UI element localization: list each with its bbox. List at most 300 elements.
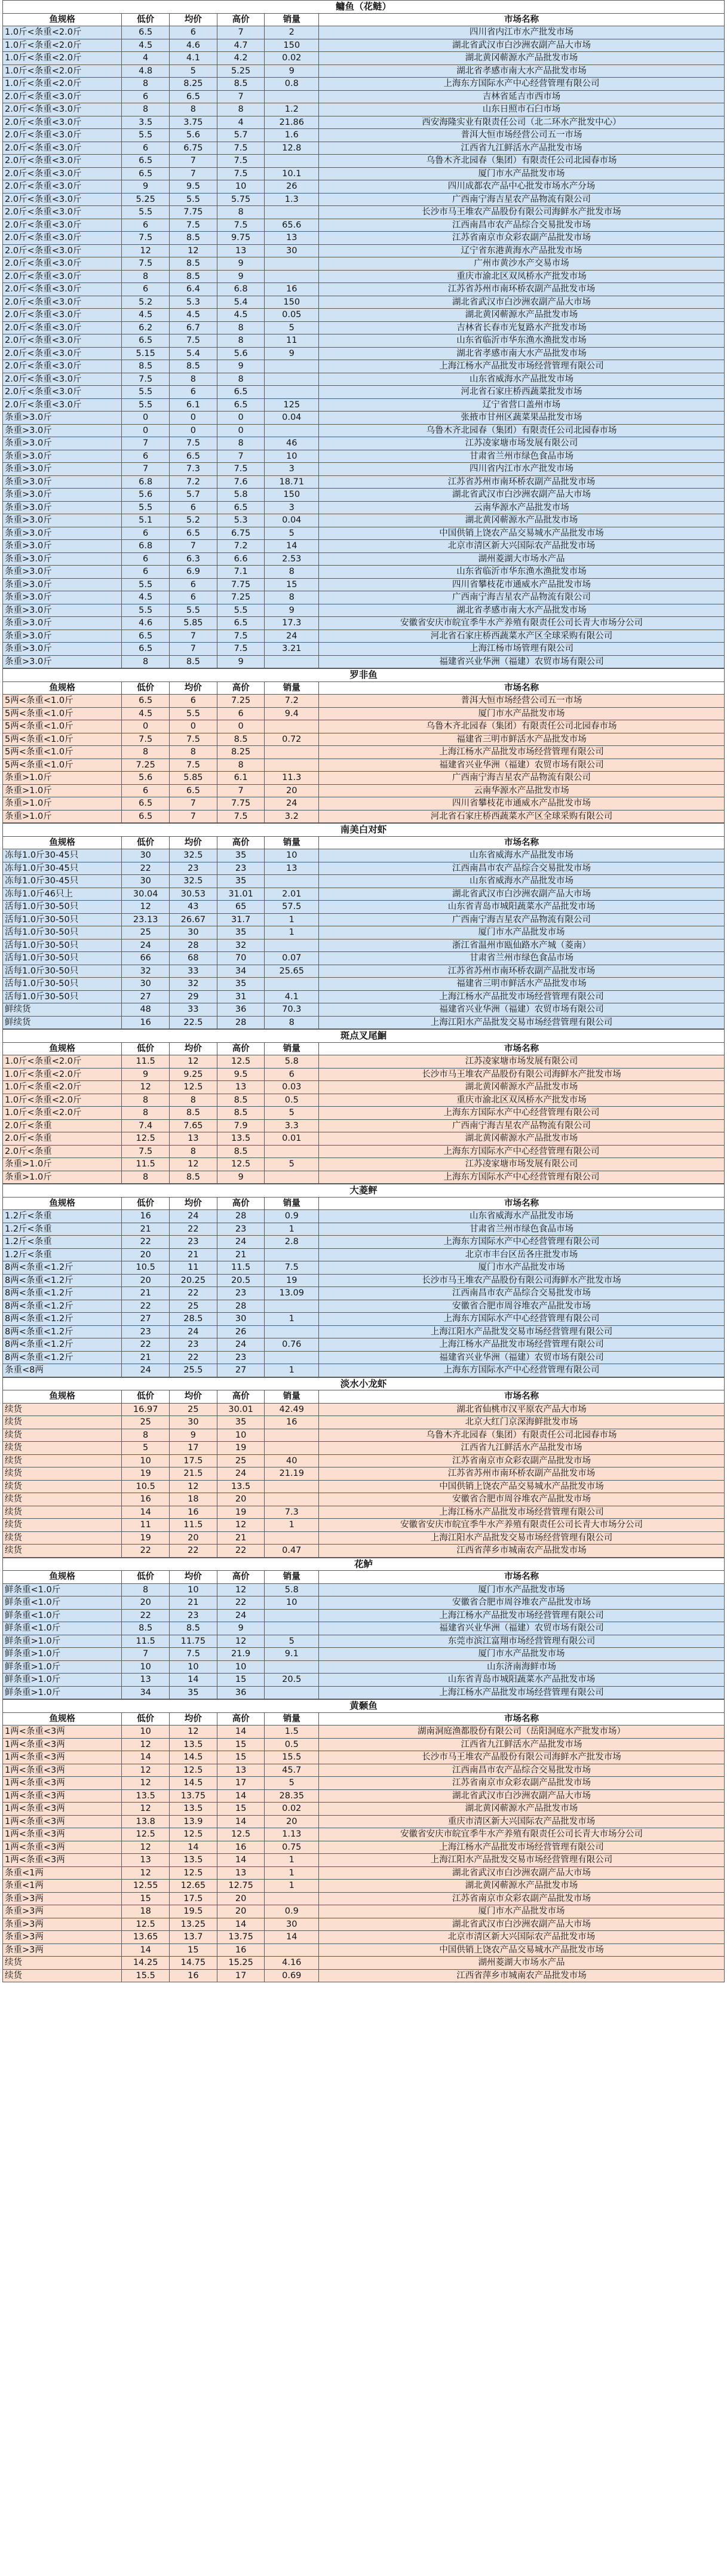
column-header-spec: 鱼规格 [3, 681, 122, 695]
cell-vol: 17.3 [265, 617, 319, 630]
table-row [3, 926, 725, 939]
cell-vol [265, 1300, 319, 1313]
table-row [3, 1918, 725, 1931]
table-row [3, 630, 725, 643]
cell-spec: 条重<1两 [3, 1866, 122, 1880]
cell-high: 7.2 [217, 540, 265, 553]
cell-high: 7.25 [217, 695, 265, 708]
cell-low: 24 [122, 1364, 170, 1377]
cell-high: 5.6 [217, 347, 265, 360]
cell-avg: 7.5 [170, 334, 217, 348]
cell-spec: 续货 [3, 1429, 122, 1442]
cell-vol: 40 [265, 1454, 319, 1467]
column-header-vol: 销量 [265, 1390, 319, 1404]
cell-market: 中国供销上饶农产品交易城水产品批发市场 [319, 1943, 725, 1957]
cell-low: 4.5 [122, 309, 170, 322]
cell-market: 山东省青岛市城阳蔬菜水产品批发市场 [319, 1674, 725, 1687]
cell-vol: 2 [265, 26, 319, 39]
column-header-market: 市场名称 [319, 1571, 725, 1584]
column-header-low: 低价 [122, 681, 170, 695]
table-row [3, 1892, 725, 1905]
cell-high: 14 [217, 1725, 265, 1739]
cell-market: 广西南宁海吉星农产品物流有限公司 [319, 913, 725, 926]
column-header-high: 高价 [217, 1390, 265, 1404]
cell-high: 13.5 [217, 1480, 265, 1493]
cell-high: 4.7 [217, 39, 265, 52]
cell-low: 19 [122, 1531, 170, 1545]
cell-vol: 4.1 [265, 990, 319, 1003]
cell-avg: 8.5 [170, 1622, 217, 1635]
cell-avg: 22.5 [170, 1016, 217, 1029]
cell-low: 6 [122, 450, 170, 463]
cell-avg: 0 [170, 720, 217, 733]
cell-spec: 2.0斤<条重<3.0斤 [3, 347, 122, 360]
column-header-high: 高价 [217, 1571, 265, 1584]
column-header-spec: 鱼规格 [3, 1712, 122, 1725]
cell-market: 湖北省武汉市白沙洲农副产品大市场 [319, 489, 725, 502]
cell-market: 江苏凌家塘市场发展有限公司 [319, 1055, 725, 1069]
cell-market: 乌鲁木齐北园春（集团）有限责任公司北园春市场 [319, 720, 725, 733]
cell-low: 14.25 [122, 1957, 170, 1970]
cell-market: 福建省兴业华洲（福建）农贸市场有限公司 [319, 1003, 725, 1017]
cell-high: 5.3 [217, 514, 265, 527]
cell-vol: 1 [265, 926, 319, 939]
cell-avg: 6 [170, 578, 217, 591]
cell-spec: 5两<条重<1.0斤 [3, 707, 122, 720]
cell-vol: 5 [265, 1777, 319, 1790]
cell-spec: 续货 [3, 1969, 122, 1982]
table-row [3, 52, 725, 65]
cell-vol: 24 [265, 630, 319, 643]
cell-vol: 8 [265, 1016, 319, 1029]
cell-vol [265, 1609, 319, 1622]
cell-spec: 2.0斤<条重<3.0斤 [3, 334, 122, 348]
column-header-market: 市场名称 [319, 1712, 725, 1725]
column-header-vol: 销量 [265, 836, 319, 849]
cell-market: 江西省萍乡市城南农产品批发市场 [319, 1969, 725, 1982]
column-header-spec: 鱼规格 [3, 13, 122, 26]
cell-high: 17 [217, 1777, 265, 1790]
cell-avg: 6 [170, 501, 217, 514]
cell-vol: 10 [265, 450, 319, 463]
cell-market: 厦门市水产品批发市场 [319, 167, 725, 180]
cell-low: 22 [122, 1236, 170, 1249]
cell-vol: 65.6 [265, 219, 319, 232]
cell-low: 12.5 [122, 1132, 170, 1146]
cell-vol: 0.8 [265, 78, 319, 91]
cell-market: 四川省内江市水产批发市场 [319, 463, 725, 476]
cell-vol: 0.47 [265, 1545, 319, 1558]
cell-high: 13 [217, 1081, 265, 1094]
cell-vol: 5.8 [265, 1055, 319, 1069]
table-row [3, 1803, 725, 1816]
cell-market: 广西南宁海吉星农产品物流有限公司 [319, 1119, 725, 1132]
cell-market: 江苏省南京市众彩农副产品批发市场 [319, 232, 725, 245]
cell-high: 25 [217, 1454, 265, 1467]
cell-avg: 22 [170, 1351, 217, 1364]
table-row [3, 604, 725, 617]
cell-market: 安徽省合肥市周谷堆农产品批发市场 [319, 1596, 725, 1610]
cell-high: 17 [217, 1969, 265, 1982]
cell-vol: 3.3 [265, 1119, 319, 1132]
cell-low: 32 [122, 965, 170, 978]
cell-market: 山东省临沂市华东渔水渔批发市场 [319, 334, 725, 348]
cell-spec: 鲜条重>1.0斤 [3, 1648, 122, 1661]
cell-avg: 19.5 [170, 1905, 217, 1918]
column-header-low: 低价 [122, 1197, 170, 1210]
cell-low: 10.5 [122, 1480, 170, 1493]
cell-avg: 17.5 [170, 1454, 217, 1467]
cell-avg: 8.25 [170, 78, 217, 91]
cell-market: 北京市清区新大兴国际农产品批发市场 [319, 1931, 725, 1944]
cell-vol: 7.2 [265, 695, 319, 708]
section-title: 罗非鱼 [3, 669, 725, 682]
column-header-spec: 鱼规格 [3, 1042, 122, 1055]
table-row [3, 978, 725, 991]
cell-high: 15 [217, 1674, 265, 1687]
cell-avg: 5.85 [170, 772, 217, 785]
table-row [3, 334, 725, 348]
cell-market: 上海江杨水产品批发市场经营管理有限公司 [319, 1841, 725, 1854]
cell-avg: 21 [170, 1596, 217, 1610]
cell-spec: 1两<条重<3两 [3, 1854, 122, 1867]
section-title: 鳙鱼（花鲢） [3, 1, 725, 14]
cell-spec: 1.2斤<条重 [3, 1223, 122, 1236]
cell-market: 上海江杨水产品批发市场经营管理有限公司 [319, 746, 725, 759]
cell-spec: 1两<条重<3两 [3, 1751, 122, 1764]
cell-spec: 2.0斤<条重<3.0斤 [3, 206, 122, 219]
cell-spec: 条重>3.0斤 [3, 552, 122, 566]
cell-low: 12.55 [122, 1880, 170, 1893]
cell-vol [265, 746, 319, 759]
cell-low: 4.5 [122, 707, 170, 720]
cell-spec: 5两<条重<1.0斤 [3, 695, 122, 708]
table-row [3, 424, 725, 437]
column-header-low: 低价 [122, 1390, 170, 1404]
table-row [3, 1248, 725, 1261]
cell-low: 12 [122, 1764, 170, 1777]
cell-high: 5.8 [217, 489, 265, 502]
cell-market: 江苏省苏州市南环桥农副产品批发市场 [319, 475, 725, 489]
cell-low: 48 [122, 1003, 170, 1017]
cell-market: 安徽省合肥市周谷堆农产品批发市场 [319, 1300, 725, 1313]
table-row [3, 1531, 725, 1545]
cell-market: 广西南宁海吉星农产品物流有限公司 [319, 193, 725, 206]
cell-low: 10 [122, 1660, 170, 1674]
cell-high: 21 [217, 1531, 265, 1545]
cell-market: 河北省石家庄桥西蔬菜批发市场 [319, 386, 725, 399]
table-row [3, 386, 725, 399]
table-row [3, 1403, 725, 1416]
cell-vol [265, 978, 319, 991]
cell-high: 28 [217, 1300, 265, 1313]
cell-avg: 8 [170, 1094, 217, 1107]
cell-market: 江西省萍乡市城南农产品批发市场 [319, 1545, 725, 1558]
cell-market: 山东省青岛市城阳蔬菜水产品批发市场 [319, 901, 725, 914]
cell-low: 10 [122, 1454, 170, 1467]
cell-market: 江苏省南京市众彩农副产品批发市场 [319, 1777, 725, 1790]
cell-spec: 2.0斤<条重<3.0斤 [3, 103, 122, 116]
cell-vol [265, 1145, 319, 1158]
cell-low: 7.5 [122, 257, 170, 271]
table-row [3, 437, 725, 450]
cell-market: 长沙市马王堆农产品股份有限公司海鲜水产批发市场 [319, 1068, 725, 1081]
cell-avg: 7 [170, 167, 217, 180]
cell-spec: 2.0斤<条重<3.0斤 [3, 321, 122, 334]
cell-vol [265, 1943, 319, 1957]
cell-avg: 4.5 [170, 309, 217, 322]
cell-low: 30 [122, 978, 170, 991]
cell-spec: 8两<条重<1.2斤 [3, 1325, 122, 1338]
cell-spec: 鲜条重<1.0斤 [3, 1622, 122, 1635]
cell-spec: 条重>3.0斤 [3, 566, 122, 579]
column-header-vol: 销量 [265, 1197, 319, 1210]
cell-high: 23 [217, 1351, 265, 1364]
cell-avg: 28 [170, 939, 217, 952]
cell-spec: 鲜条重>1.0斤 [3, 1686, 122, 1699]
cell-high: 24 [217, 1467, 265, 1481]
cell-market: 厦门市水产品批发市场 [319, 1905, 725, 1918]
cell-spec: 活每1.0斤30-50只 [3, 952, 122, 965]
cell-avg: 6 [170, 591, 217, 604]
cell-avg: 11.5 [170, 1519, 217, 1532]
cell-vol: 1 [265, 1880, 319, 1893]
cell-spec: 条重>3.0斤 [3, 463, 122, 476]
cell-avg: 33 [170, 965, 217, 978]
cell-vol: 8 [265, 591, 319, 604]
cell-low: 7 [122, 463, 170, 476]
table-row [3, 939, 725, 952]
cell-high: 7.5 [217, 142, 265, 155]
cell-low: 12 [122, 1866, 170, 1880]
cell-avg: 22 [170, 1223, 217, 1236]
cell-market: 乌鲁木齐北园春（集团）有限责任公司北园春市场 [319, 1429, 725, 1442]
cell-low: 11.5 [122, 1055, 170, 1069]
table-row [3, 1880, 725, 1893]
table-row [3, 142, 725, 155]
cell-spec: 条重>1.0斤 [3, 784, 122, 797]
cell-avg: 13.7 [170, 1931, 217, 1944]
table-row [3, 566, 725, 579]
table-row [3, 296, 725, 309]
table-row [3, 1467, 725, 1481]
cell-vol: 0.05 [265, 309, 319, 322]
column-header-spec: 鱼规格 [3, 1390, 122, 1404]
cell-high: 24 [217, 1236, 265, 1249]
cell-high: 7.75 [217, 797, 265, 810]
cell-high: 23 [217, 862, 265, 875]
cell-low: 25 [122, 1416, 170, 1429]
cell-low: 21 [122, 1287, 170, 1300]
cell-avg: 12.5 [170, 1866, 217, 1880]
table-row [3, 888, 725, 901]
cell-avg: 0 [170, 412, 217, 425]
cell-market: 上海江杨水产品批发市场经营管理有限公司 [319, 1609, 725, 1622]
cell-avg: 23 [170, 862, 217, 875]
table-row [3, 901, 725, 914]
section-table [2, 1029, 725, 1184]
cell-low: 8 [122, 1107, 170, 1120]
cell-spec: 续货 [3, 1403, 122, 1416]
cell-spec: 2.0斤<条重<3.0斤 [3, 193, 122, 206]
cell-high: 31 [217, 990, 265, 1003]
column-header-avg: 均价 [170, 1571, 217, 1584]
cell-market: 吉林省延吉市西市场 [319, 90, 725, 103]
cell-avg: 21.5 [170, 1467, 217, 1481]
cell-vol: 18.71 [265, 475, 319, 489]
cell-low: 16.97 [122, 1403, 170, 1416]
table-row [3, 1325, 725, 1338]
cell-spec: 2.0斤<条重<3.0斤 [3, 296, 122, 309]
cell-low: 6.5 [122, 155, 170, 168]
cell-high: 14 [217, 1918, 265, 1931]
cell-market: 上海江杨水产品批发市场经营管理有限公司 [319, 360, 725, 373]
cell-high: 24 [217, 1609, 265, 1622]
column-header-high: 高价 [217, 13, 265, 26]
cell-high: 6.6 [217, 552, 265, 566]
cell-vol: 150 [265, 39, 319, 52]
table-row [3, 1686, 725, 1699]
cell-vol: 0.04 [265, 514, 319, 527]
cell-avg: 14.5 [170, 1751, 217, 1764]
cell-high: 20.5 [217, 1274, 265, 1287]
cell-avg: 7.65 [170, 1119, 217, 1132]
cell-avg: 7.75 [170, 206, 217, 219]
cell-spec: 1两<条重<3两 [3, 1764, 122, 1777]
cell-spec: 2.0斤<条重<3.0斤 [3, 373, 122, 386]
cell-high: 9 [217, 360, 265, 373]
cell-market: 长沙市马王堆农产品股份有限公司海鲜水产批发市场 [319, 206, 725, 219]
cell-market: 重庆市渝北区双凤桥水产批发市场 [319, 1094, 725, 1107]
cell-avg: 6.5 [170, 784, 217, 797]
cell-market: 甘肃省兰州市绿色食品市场 [319, 450, 725, 463]
cell-high: 35 [217, 875, 265, 888]
cell-vol: 25.65 [265, 965, 319, 978]
cell-spec: 条重>3两 [3, 1892, 122, 1905]
cell-low: 8.5 [122, 360, 170, 373]
cell-low: 8 [122, 1429, 170, 1442]
cell-market: 江西省九江鲜活水产品批发市场 [319, 1738, 725, 1751]
cell-vol [265, 1325, 319, 1338]
cell-vol [265, 424, 319, 437]
cell-low: 8 [122, 78, 170, 91]
cell-avg: 8.5 [170, 1107, 217, 1120]
cell-low: 9 [122, 180, 170, 194]
cell-spec: 2.0斤<条重<3.0斤 [3, 257, 122, 271]
column-header-avg: 均价 [170, 836, 217, 849]
cell-avg: 6.5 [170, 527, 217, 540]
cell-high: 12.75 [217, 1880, 265, 1893]
cell-high: 13.5 [217, 1132, 265, 1146]
table-row [3, 1583, 725, 1596]
cell-high: 8.25 [217, 746, 265, 759]
table-row [3, 1171, 725, 1184]
cell-high: 28 [217, 1016, 265, 1029]
cell-spec: 条重>3.0斤 [3, 475, 122, 489]
cell-spec: 冻每1.0斤30-45只 [3, 875, 122, 888]
cell-high: 5.5 [217, 604, 265, 617]
cell-high: 8 [217, 334, 265, 348]
cell-spec: 续货 [3, 1480, 122, 1493]
cell-market: 上海东方国际水产中心经营管理有限公司 [319, 1364, 725, 1377]
cell-vol: 16 [265, 1416, 319, 1429]
cell-low: 5.5 [122, 386, 170, 399]
column-header-low: 低价 [122, 1571, 170, 1584]
column-header-spec: 鱼规格 [3, 836, 122, 849]
cell-spec: 8两<条重<1.2斤 [3, 1300, 122, 1313]
cell-high: 12 [217, 1519, 265, 1532]
cell-high: 16 [217, 1841, 265, 1854]
cell-vol: 1.3 [265, 193, 319, 206]
cell-spec: 条重>3.0斤 [3, 591, 122, 604]
cell-market: 山东省临沂市华东渔水渔批发市场 [319, 566, 725, 579]
cell-avg: 9.25 [170, 1068, 217, 1081]
cell-market: 上海东方国际水产中心经营管理有限公司 [319, 1171, 725, 1184]
cell-avg: 5.7 [170, 489, 217, 502]
cell-low: 8 [122, 270, 170, 283]
cell-vol: 9.4 [265, 707, 319, 720]
table-row [3, 129, 725, 142]
cell-low: 6.5 [122, 810, 170, 823]
cell-vol [265, 1248, 319, 1261]
cell-low: 12 [122, 244, 170, 257]
cell-avg: 12.5 [170, 1828, 217, 1841]
cell-market: 福建省兴业华洲（福建）农贸市场有限公司 [319, 1622, 725, 1635]
table-row [3, 1068, 725, 1081]
cell-market: 厦门市水产品批发市场 [319, 1583, 725, 1596]
table-row [3, 309, 725, 322]
table-row [3, 1364, 725, 1377]
table-row [3, 1622, 725, 1635]
section-title: 淡水小龙虾 [3, 1377, 725, 1390]
cell-spec: 1.2斤<条重 [3, 1210, 122, 1223]
column-header-avg: 均价 [170, 1042, 217, 1055]
cell-spec: 续货 [3, 1454, 122, 1467]
table-row [3, 39, 725, 52]
cell-avg: 7 [170, 630, 217, 643]
cell-low: 6 [122, 90, 170, 103]
cell-spec: 条重>3两 [3, 1905, 122, 1918]
column-header-market: 市场名称 [319, 13, 725, 26]
cell-avg: 6 [170, 695, 217, 708]
cell-market: 湖北黄冈蕲源水产品批发市场 [319, 1880, 725, 1893]
table-row [3, 65, 725, 78]
table-row [3, 1416, 725, 1429]
table-row [3, 1493, 725, 1506]
cell-low: 7.4 [122, 1119, 170, 1132]
table-row [3, 875, 725, 888]
cell-vol: 125 [265, 398, 319, 412]
cell-market: 福建省三明市鲜活水产品批发市场 [319, 978, 725, 991]
cell-high: 8 [217, 103, 265, 116]
cell-avg: 29 [170, 990, 217, 1003]
cell-avg: 8.5 [170, 1171, 217, 1184]
cell-low: 13.65 [122, 1931, 170, 1944]
cell-high: 28 [217, 1210, 265, 1223]
table-row [3, 540, 725, 553]
cell-low: 6.5 [122, 695, 170, 708]
cell-market: 湖州菱湖大市场水产品 [319, 1957, 725, 1970]
cell-market: 辽宁省东港黄海水产品批发市场 [319, 244, 725, 257]
cell-avg: 32.5 [170, 875, 217, 888]
cell-spec: 活每1.0斤30-50只 [3, 926, 122, 939]
cell-avg: 14 [170, 1841, 217, 1854]
cell-low: 7.5 [122, 1145, 170, 1158]
cell-market: 湖北省武汉市白沙洲农副产品大市场 [319, 1789, 725, 1803]
cell-avg: 6 [170, 26, 217, 39]
cell-spec: 鲜条重<1.0斤 [3, 1609, 122, 1622]
table-row [3, 1132, 725, 1146]
